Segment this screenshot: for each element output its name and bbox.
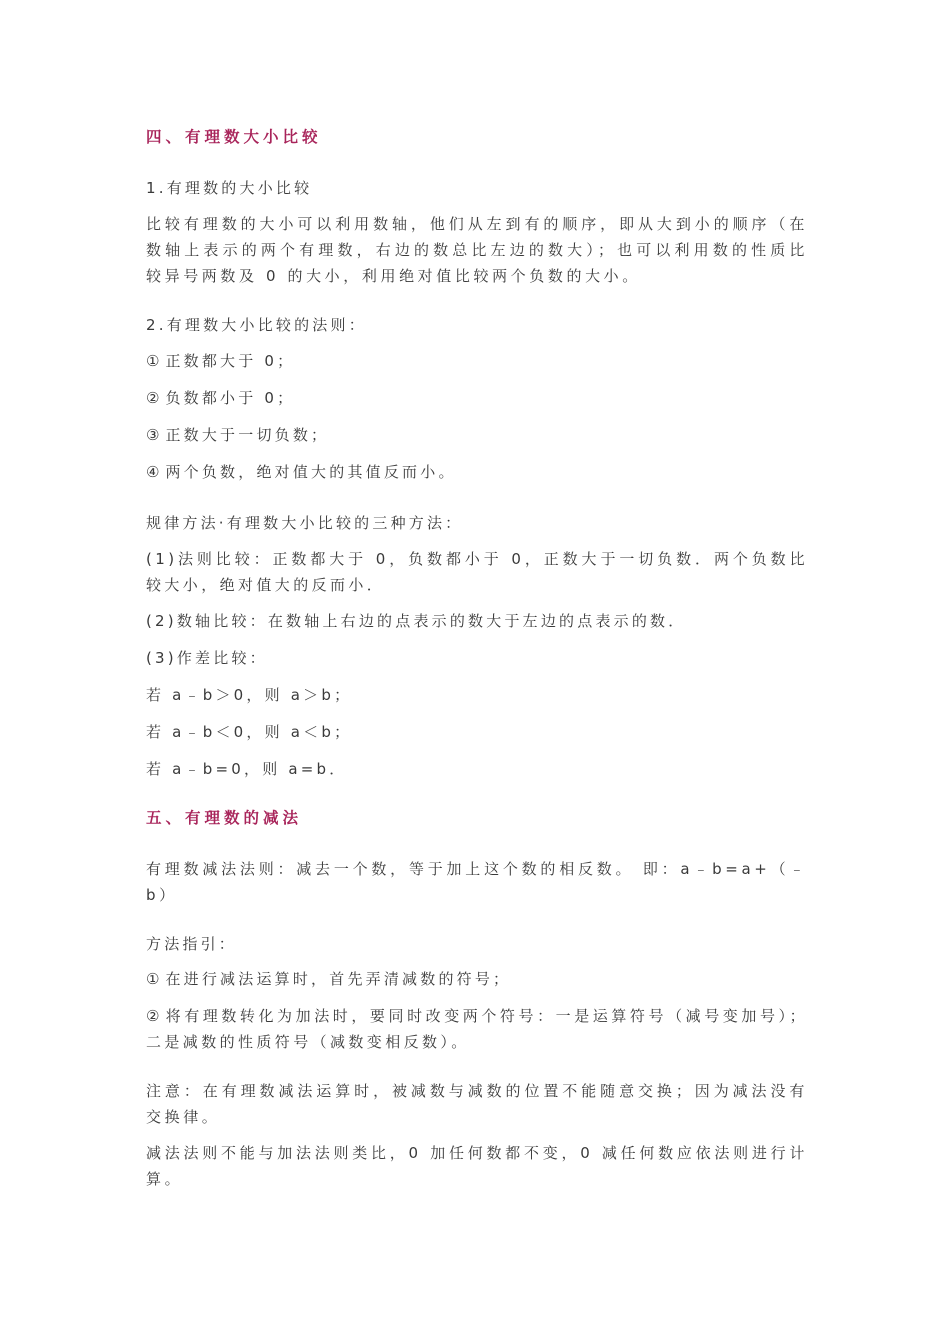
guide-item [146,966,808,992]
rule-item [146,385,808,411]
methods-title: 规律方法·有理数大小比较的三种方法： [146,514,464,532]
difference-line: 若 a﹣b＜0，则 a＜b； [146,723,353,741]
difference-line: 若 a﹣b=0，则 a=b． [146,760,348,778]
guide-item [146,1003,808,1055]
rule-text: 负数都小于 0； [165,389,296,407]
method-3-title: (3)作差比较： [146,649,268,667]
circled-number-1: ① [146,970,160,988]
section-5-heading: 五、有理数的减法 [146,809,303,827]
guide-text: 将有理数转化为加法时，要同时改变两个符号：一是运算符号（减号变加号）； 二是减数的性质符号（减数变相反数）。 [146,1007,808,1051]
rule-item [146,459,808,485]
subsection-1-title: 1.有理数的大小比较 [146,179,313,197]
circled-number-1: ① [146,352,160,370]
subtraction-rule-paragraph: 有理数减法法则：减去一个数，等于加上这个数的相反数。 即：a﹣b=a+（﹣b） [146,860,808,904]
method-1-paragraph: (1)法则比较：正数都大于 0，负数都小于 0，正数大于一切负数．两个负数比较大小，绝对值大的反而小． [146,550,808,594]
rule-item [146,348,808,374]
note-paragraph: 减法法则不能与加法法则类比，0 加任何数都不变，0 减任何数应依法则进行计算。 [146,1144,808,1188]
difference-line: 若 a﹣b＞0，则 a＞b； [146,686,353,704]
guide-title: 方法指引： [146,935,238,953]
rule-text: 正数大于一切负数； [165,426,330,444]
rule-text: 两个负数，绝对值大的其值反而小。 [165,463,457,481]
circled-number-4: ④ [146,463,160,481]
rule-text: 正数都大于 0； [165,352,296,370]
subsection-1-paragraph: 比较有理数的大小可以利用数轴，他们从左到有的顺序，即从大到小的顺序（在数轴上表示的两个有理数，右边的数总比左边的数大）；也可以利用数的性质比较异号两数及 0 的大小，利用绝对值比较两个负数的大小。 [146,215,808,285]
note-paragraph: 注意：在有理数减法运算时，被减数与减数的位置不能随意交换；因为减法没有交换律。 [146,1082,808,1126]
subsection-2-title: 2.有理数大小比较的法则： [146,316,367,334]
circled-number-2: ② [146,389,160,407]
rule-item [146,422,808,448]
guide-text: 在进行减法运算时，首先弄清减数的符号； [165,970,512,988]
circled-number-2: ② [146,1007,160,1025]
section-4-heading: 四、有理数大小比较 [146,128,322,146]
circled-number-3: ③ [146,426,160,444]
method-2-paragraph: (2)数轴比较：在数轴上右边的点表示的数大于左边的点表示的数． [146,612,687,630]
